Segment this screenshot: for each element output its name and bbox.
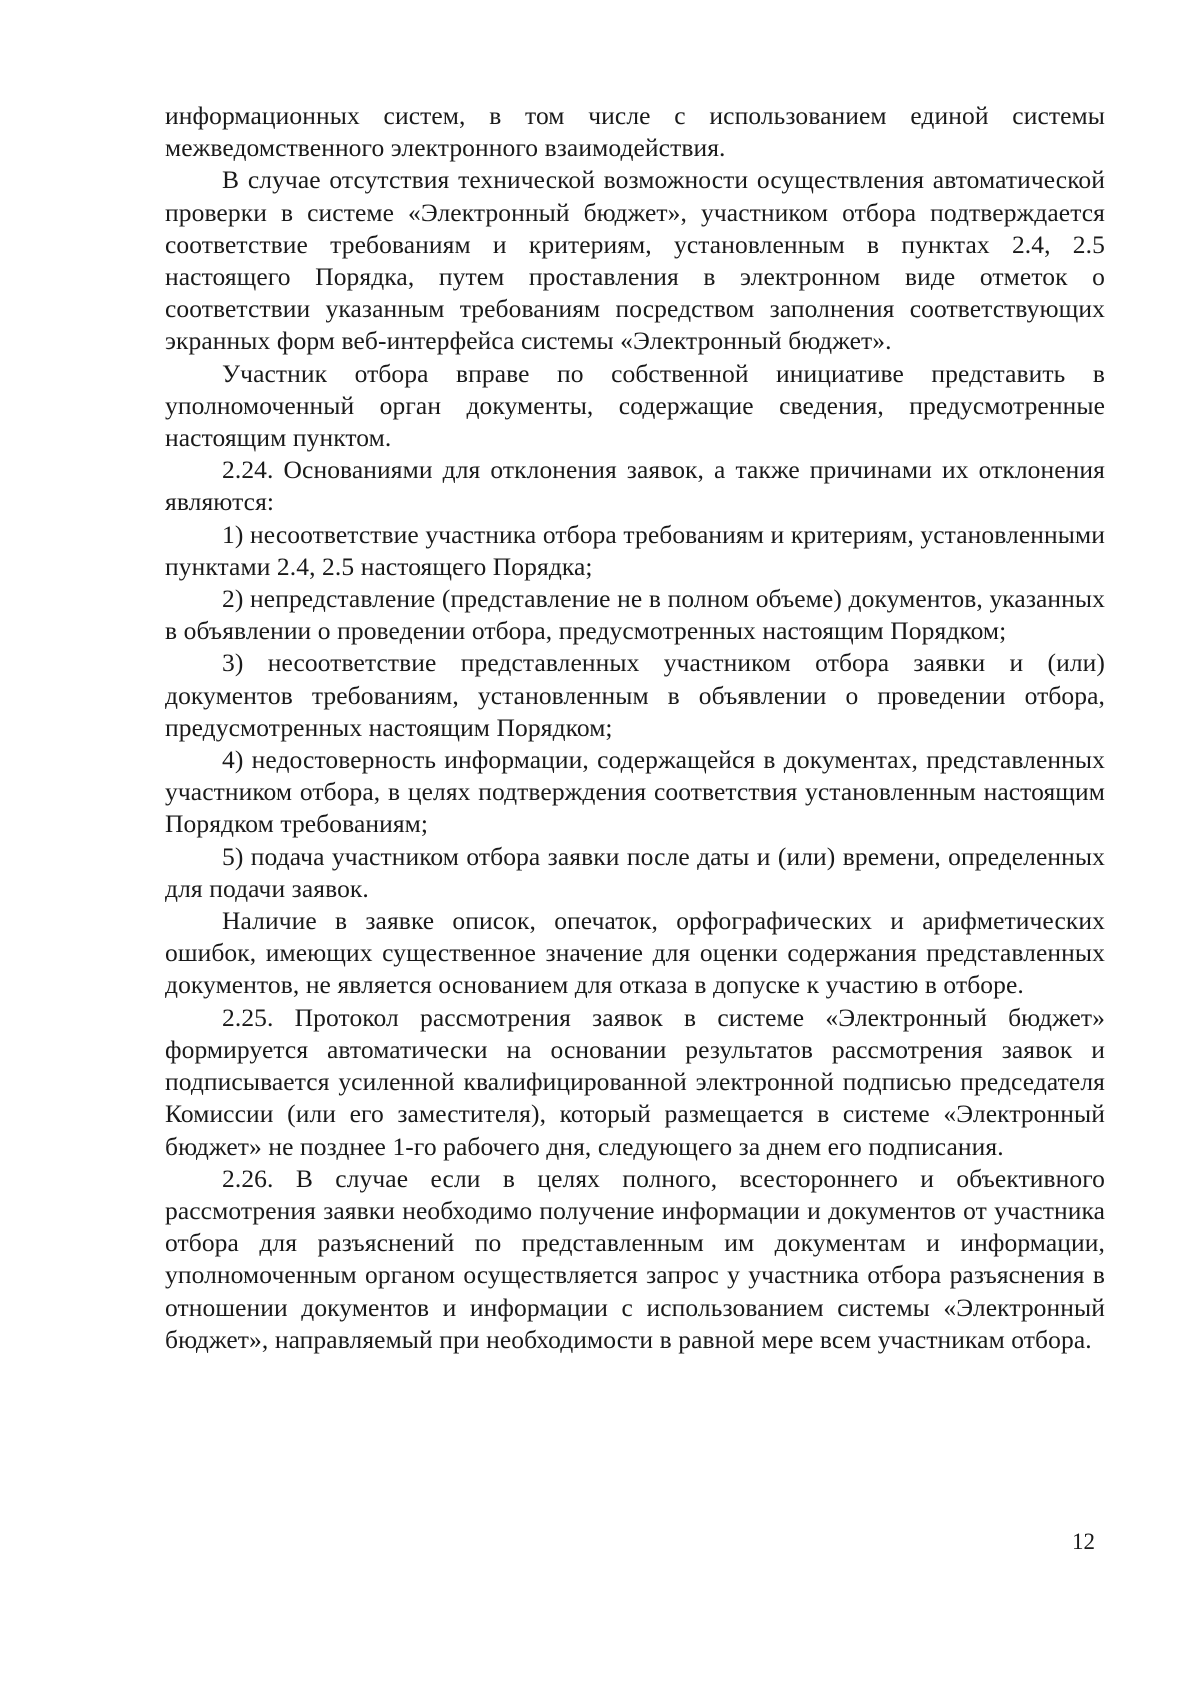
paragraph-4: 2.24. Основаниями для отклонения заявок, а также причинами их отклонения являются: bbox=[165, 455, 1105, 517]
document-body bbox=[165, 100, 1105, 1356]
paragraph-10: Наличие в заявке описок, опечаток, орфографических и арифметических ошибок, имеющих существенное значение для оценки содержания представленных документов, не является основанием для отказа в допуске к участию в отборе. bbox=[165, 906, 1105, 1000]
paragraph-1: информационных систем, в том числе с использованием единой системы межведомственного электронного взаимодействия. bbox=[165, 101, 1105, 163]
paragraph-7: 3) несоответствие представленных участником отбора заявки и (или) документов требованиям, установленным в объявлении о проведении отбора, предусмотренных настоящим Порядком; bbox=[165, 648, 1105, 742]
paragraph-11: 2.25. Протокол рассмотрения заявок в системе «Электронный бюджет» формируется автоматически на основании результатов рассмотрения заявок и подписывается усиленной квалифицированной электронной подписью председателя Комиссии (или его заместителя), который размещается в системе «Электронный бюджет» не позднее 1-го рабочего дня, следующего за днем его подписания. bbox=[165, 1002, 1105, 1161]
paragraph-2: В случае отсутствия технической возможности осуществления автоматической проверки в системе «Электронный бюджет», участником отбора подтверждается соответствие требованиям и критериям, установленным в пунктах 2.4, 2.5 настоящего Порядка, путем проставления в электронном виде отметок о соответствии указанным требованиям посредством заполнения соответствующих экранных форм веб-интерфейса системы «Электронный бюджет». bbox=[165, 165, 1105, 356]
paragraph-12: 2.26. В случае если в целях полного, всестороннего и объективного рассмотрения заявки необходимо получение информации и документов от участника отбора для разъяснений по представленным им документам и информации, уполномоченным органом осуществляется запрос у участника отбора разъяснения в отношении документов и информации с использованием системы «Электронный бюджет», направляемый при необходимости в равной мере всем участникам отбора. bbox=[165, 1163, 1105, 1354]
paragraph-6: 2) непредставление (представление не в полном объеме) документов, указанных в объявлении о проведении отбора, предусмотренных настоящим Порядком; bbox=[165, 584, 1105, 646]
page-number: 12 bbox=[1072, 1529, 1095, 1554]
paragraph-5: 1) несоответствие участника отбора требованиям и критериям, установленными пунктами 2.4, 2.5 настоящего Порядка; bbox=[165, 519, 1105, 581]
paragraph-9: 5) подача участником отбора заявки после даты и (или) времени, определенных для подачи заявок. bbox=[165, 841, 1105, 903]
paragraph-8: 4) недостоверность информации, содержащейся в документах, представленных участником отбора, в целях подтверждения соответствия установленным настоящим Порядком требованиям; bbox=[165, 745, 1105, 839]
paragraph-3: Участник отбора вправе по собственной инициативе представить в уполномоченный орган документы, содержащие сведения, предусмотренные настоящим пунктом. bbox=[165, 358, 1105, 453]
